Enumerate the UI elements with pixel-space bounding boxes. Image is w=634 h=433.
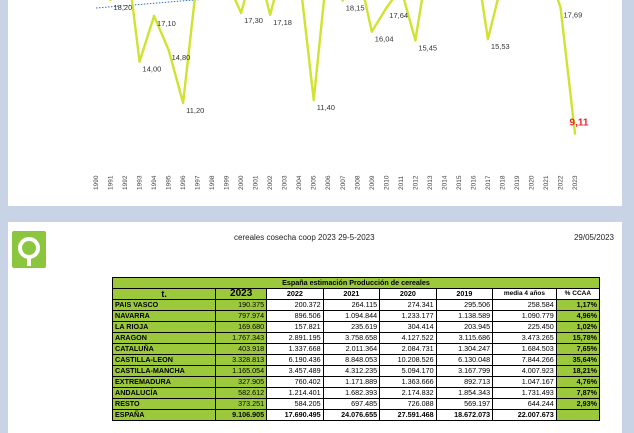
x-tick-label: 1999 <box>223 175 231 190</box>
data-label: 16,04 <box>374 34 394 44</box>
table-row <box>113 377 600 388</box>
value-cell: 7.844.266 <box>493 355 557 366</box>
x-tick-label: 2014 <box>441 175 449 190</box>
value-cell: 3.115.686 <box>436 333 492 344</box>
data-point <box>385 7 387 9</box>
value-cell: 2.174.832 <box>380 388 436 399</box>
value-cell: 258.584 <box>493 300 557 311</box>
data-label: 11,40 <box>316 102 335 112</box>
x-tick-label: 2002 <box>267 175 275 190</box>
total-row <box>113 410 600 421</box>
yield-chart-panel <box>8 0 622 206</box>
x-tick-label: 1990 <box>93 175 100 190</box>
region-cell: RESTO <box>113 399 216 410</box>
x-tick-label: 1997 <box>194 175 202 190</box>
value-cell: 6.130.048 <box>436 355 492 366</box>
value-cell: 304.414 <box>380 322 436 333</box>
data-point <box>371 30 373 32</box>
value-cell: 569.197 <box>436 399 492 410</box>
value-cell: 1,17% <box>556 300 599 311</box>
data-label: 17,64 <box>389 11 409 21</box>
value-cell: 225.450 <box>493 322 557 333</box>
data-point <box>414 39 416 41</box>
data-label: 17,18 <box>273 17 292 27</box>
header-cell: 2022 <box>267 289 323 300</box>
value-cell: 35,64% <box>556 355 599 366</box>
data-point <box>559 6 561 8</box>
x-tick-label: 2017 <box>484 175 492 190</box>
x-tick-label: 2008 <box>354 175 362 190</box>
production-table <box>112 277 600 421</box>
value-cell: 644.244 <box>493 399 557 410</box>
value-cell: 5.094.170 <box>380 366 436 377</box>
value-cell: 17.690.495 <box>267 410 323 421</box>
slide-title: cereales cosecha coop 2023 29-5-2023 <box>234 233 375 242</box>
header-cell: % CCAA <box>556 289 599 300</box>
production-slide <box>8 222 622 433</box>
value-cell: 203.945 <box>436 322 492 333</box>
x-tick-label: 2004 <box>296 175 304 190</box>
x-tick-label: 2003 <box>281 175 289 190</box>
data-label: 18,20 <box>113 2 133 12</box>
value-cell: 200.372 <box>267 300 323 311</box>
data-point <box>313 99 315 101</box>
value-cell: 4,96% <box>556 311 599 322</box>
data-point <box>167 49 169 51</box>
value-cell: 582.612 <box>216 388 267 399</box>
data-point <box>342 0 344 2</box>
value-cell: 4,76% <box>556 377 599 388</box>
value-cell: 1.684.503 <box>493 344 557 355</box>
value-cell: 1.363.666 <box>380 377 436 388</box>
table-row <box>113 399 600 410</box>
data-label: 14,80 <box>171 52 191 62</box>
value-cell: 4.312.235 <box>323 366 379 377</box>
value-cell: 15,78% <box>556 333 599 344</box>
value-cell: 169.680 <box>216 322 267 333</box>
value-cell: 18.672.073 <box>436 410 492 421</box>
value-cell: 18,21% <box>556 366 599 377</box>
x-tick-label: 2019 <box>513 175 521 190</box>
value-cell: 327.905 <box>216 377 267 388</box>
value-cell: 1.731.493 <box>493 388 557 399</box>
x-tick-label: 2015 <box>455 175 463 190</box>
value-cell: 584.205 <box>267 399 323 410</box>
value-cell: 3.473.265 <box>493 333 557 344</box>
value-cell: 24.076.655 <box>323 410 379 421</box>
value-cell: 697.485 <box>323 399 379 410</box>
x-tick-label: 2005 <box>310 175 318 190</box>
data-label: 18,15 <box>345 3 365 13</box>
x-tick-label: 2007 <box>339 175 347 190</box>
value-cell: 4.127.522 <box>380 333 436 344</box>
x-tick-label: 2012 <box>412 175 420 190</box>
x-tick-label: 2010 <box>383 175 391 190</box>
data-label: 11,20 <box>186 105 205 115</box>
table-row <box>113 333 600 344</box>
value-cell: 190.375 <box>216 300 267 311</box>
x-tick-label: 2016 <box>470 175 478 190</box>
table-row <box>113 344 600 355</box>
region-cell: CASTILLA-MANCHA <box>113 366 216 377</box>
slide-date: 29/05/2023 <box>573 233 614 242</box>
region-cell: ANDALUCÍA <box>113 388 216 399</box>
data-point <box>574 132 576 134</box>
table-header-row <box>113 289 600 300</box>
x-tick-label: 2021 <box>542 175 550 190</box>
value-cell: 1.090.779 <box>493 311 557 322</box>
value-cell: 22.007.673 <box>493 410 557 421</box>
value-cell: 4.007.923 <box>493 366 557 377</box>
x-tick-label: 1996 <box>180 175 188 190</box>
value-cell: 1.304.247 <box>436 344 492 355</box>
data-point <box>153 15 155 17</box>
table-row <box>113 322 600 333</box>
region-cell: EXTREMADURA <box>113 377 216 388</box>
value-cell: 295.506 <box>436 300 492 311</box>
data-label: 9,11 <box>569 117 589 129</box>
x-tick-label: 1998 <box>209 175 217 190</box>
value-cell: 1.171.889 <box>323 377 379 388</box>
x-tick-label: 2013 <box>426 175 434 190</box>
x-tick-label: 1994 <box>151 175 159 190</box>
yield-line-chart <box>8 0 622 206</box>
value-cell: 8.848.053 <box>323 355 379 366</box>
value-cell: 373.251 <box>216 399 267 410</box>
value-cell: 1.047.167 <box>493 377 557 388</box>
value-cell: 1,02% <box>556 322 599 333</box>
value-cell: 1.337.668 <box>267 344 323 355</box>
cooperatives-logo <box>12 231 46 268</box>
value-cell: 27.591.468 <box>380 410 436 421</box>
data-point <box>109 0 111 1</box>
region-cell: ESPAÑA <box>113 410 216 421</box>
value-cell: 403.918 <box>216 344 267 355</box>
x-tick-label: 1991 <box>107 175 115 190</box>
data-label: 17,10 <box>157 18 176 28</box>
header-cell: 2020 <box>380 289 436 300</box>
table-row <box>113 366 600 377</box>
value-cell: 3.457.489 <box>267 366 323 377</box>
region-cell: NAVARRA <box>113 311 216 322</box>
value-cell: 10.208.526 <box>380 355 436 366</box>
region-cell: PAIS VASCO <box>113 300 216 311</box>
x-tick-label: 1995 <box>165 175 173 190</box>
value-cell: 3.328.813 <box>216 355 267 366</box>
value-cell: 6.190.436 <box>267 355 323 366</box>
x-tick-label: 2022 <box>557 175 565 190</box>
header-cell: 2021 <box>323 289 379 300</box>
table-title: España estimación Producción de cereales <box>113 278 600 289</box>
data-label: 17,69 <box>563 10 583 20</box>
header-cell: t. <box>113 289 216 300</box>
value-cell: 760.402 <box>267 377 323 388</box>
table-row <box>113 311 600 322</box>
value-cell: 157.821 <box>267 322 323 333</box>
x-tick-label: 2020 <box>528 175 536 190</box>
value-cell: 797.974 <box>216 311 267 322</box>
value-cell: 896.506 <box>267 311 323 322</box>
value-cell <box>556 410 599 421</box>
x-tick-label: 2006 <box>325 175 333 190</box>
data-label: 15,53 <box>490 42 510 52</box>
x-tick-label: 2009 <box>368 175 376 190</box>
region-cell: CATALUÑA <box>113 344 216 355</box>
data-point <box>182 102 184 104</box>
data-label: 15,45 <box>418 43 438 53</box>
value-cell: 726.088 <box>380 399 436 410</box>
x-tick-label: 2023 <box>572 175 579 190</box>
value-cell: 274.341 <box>380 300 436 311</box>
value-cell: 7,87% <box>556 388 599 399</box>
region-cell: CASTILLA-LEON <box>113 355 216 366</box>
x-tick-label: 1992 <box>122 175 130 190</box>
region-cell: ARAGON <box>113 333 216 344</box>
value-cell: 2.084.731 <box>380 344 436 355</box>
value-cell: 264.115 <box>323 300 379 311</box>
header-cell: 2023 <box>216 289 267 300</box>
data-label: 17,30 <box>244 16 263 26</box>
value-cell: 1.214.401 <box>267 388 323 399</box>
x-tick-label: 2001 <box>252 175 260 190</box>
value-cell: 1.854.343 <box>436 388 492 399</box>
x-tick-label: 1993 <box>136 175 144 190</box>
header-cell: 2019 <box>436 289 492 300</box>
value-cell: 1.138.589 <box>436 311 492 322</box>
value-cell: 235.619 <box>323 322 379 333</box>
table-row <box>113 355 600 366</box>
value-cell: 1.233.177 <box>380 311 436 322</box>
value-cell: 7,65% <box>556 344 599 355</box>
value-cell: 1.682.393 <box>323 388 379 399</box>
value-cell: 2.891.195 <box>267 333 323 344</box>
value-cell: 2.011.364 <box>323 344 379 355</box>
value-cell: 3.167.799 <box>436 366 492 377</box>
value-cell: 3.758.658 <box>323 333 379 344</box>
table-row <box>113 300 600 311</box>
value-cell: 2,93% <box>556 399 599 410</box>
data-point <box>138 60 140 62</box>
x-tick-label: 2018 <box>499 175 507 190</box>
value-cell: 892.713 <box>436 377 492 388</box>
data-label: 14,00 <box>142 64 162 74</box>
x-tick-label: 2011 <box>397 176 405 190</box>
value-cell: 1.094.844 <box>323 311 379 322</box>
table-row <box>113 388 600 399</box>
data-point <box>487 38 489 40</box>
data-point <box>240 12 242 14</box>
x-tick-label: 2000 <box>238 175 246 190</box>
value-cell: 1.165.054 <box>216 366 267 377</box>
value-cell: 1.767.343 <box>216 333 267 344</box>
table-body <box>113 300 600 421</box>
value-cell: 9.106.905 <box>216 410 267 421</box>
header-cell: media 4 años <box>493 289 557 300</box>
region-cell: LA RIOJA <box>113 322 216 333</box>
data-point <box>269 14 271 16</box>
